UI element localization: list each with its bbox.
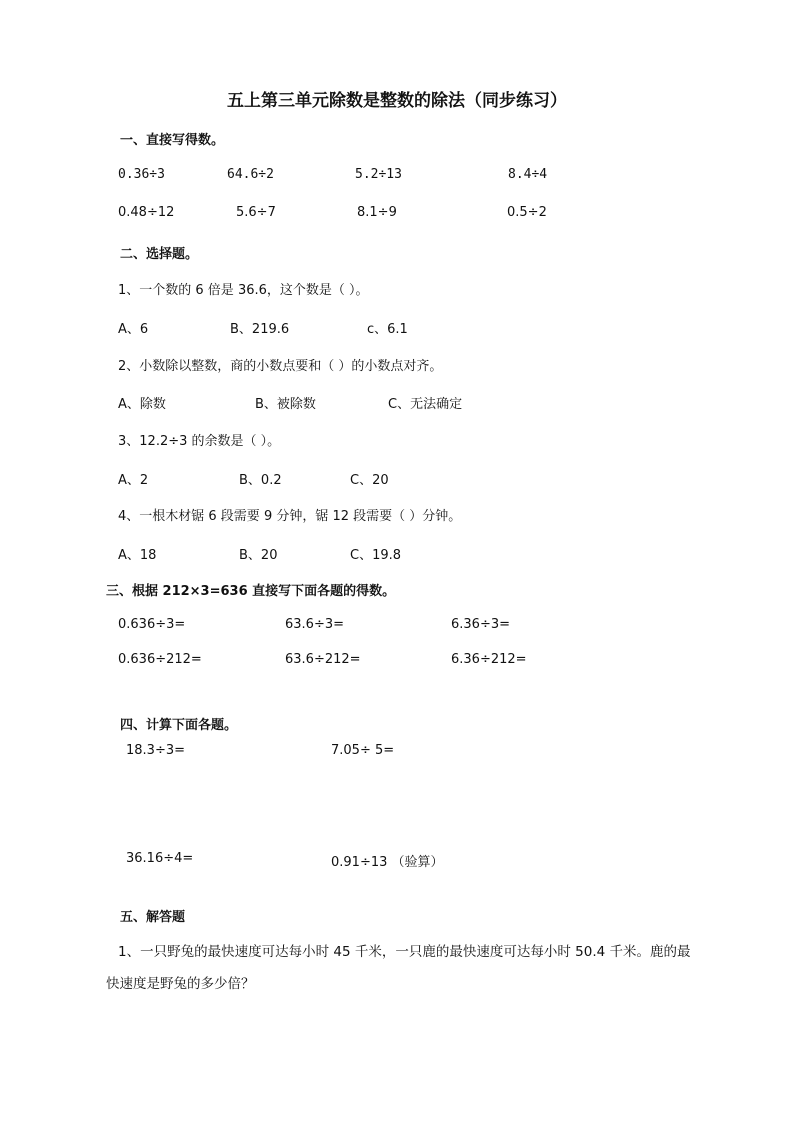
s4-item: 0.91÷13 （验算） [331, 855, 444, 870]
page-title: 五上第三单元除数是整数的除法（同步练习） [227, 91, 567, 111]
s4-item: 18.3÷3= [126, 743, 186, 758]
choice-option: B、0.2 [239, 473, 282, 488]
section-3-heading: 三、根据 212×3=636 直接写下面各题的得数。 [106, 584, 396, 599]
choice-option: C、20 [350, 473, 389, 488]
choice-option: A、6 [118, 322, 149, 337]
word-problem-line: 快速度是野兔的多少倍？ [106, 976, 255, 992]
question-stem: 4、一根木材锯 6 段需要 9 分钟，锯 12 段需要（ ）分钟。 [118, 509, 462, 524]
section-4-heading: 四、计算下面各题。 [120, 718, 238, 733]
s1-item: 5.2÷13 [355, 167, 402, 182]
choice-option: A、除数 [118, 397, 166, 412]
section-1-heading: 一、直接写得数。 [120, 133, 225, 148]
question-stem: 2、小数除以整数，商的小数点要和（ ）的小数点对齐。 [118, 359, 443, 374]
word-problem-line: 1、一只野兔的最快速度可达每小时 45 千米，一只鹿的最快速度可达每小时 50.4 千米。鹿的最 [118, 944, 691, 960]
s1-item: 0.36÷3 [118, 167, 165, 182]
choice-option: C、无法确定 [388, 397, 463, 412]
s3-item: 63.6÷3= [285, 617, 345, 632]
s1-item: 8.1÷9 [357, 205, 397, 220]
s3-item: 63.6÷212= [285, 652, 361, 667]
choice-option: A、18 [118, 548, 157, 563]
s1-item: 0.5÷2 [507, 205, 547, 220]
s4-item: 7.05÷ 5= [331, 743, 395, 758]
s3-item: 0.636÷212= [118, 652, 202, 667]
s3-item: 6.36÷3= [451, 617, 511, 632]
choice-option: B、219.6 [230, 322, 290, 337]
s1-item: 5.6÷7 [236, 205, 276, 220]
s3-item: 6.36÷212= [451, 652, 527, 667]
choice-option: B、20 [239, 548, 278, 563]
section-5-heading: 五、解答题 [120, 910, 186, 925]
s1-item: 8.4÷4 [508, 167, 548, 182]
s3-item: 0.636÷3= [118, 617, 186, 632]
choice-option: A、2 [118, 473, 149, 488]
s1-item: 0.48÷12 [118, 205, 175, 220]
choice-option: C、19.8 [350, 548, 402, 563]
section-2-heading: 二、选择题。 [120, 247, 199, 262]
question-stem: 1、一个数的 6 倍是 36.6，这个数是（ ）。 [118, 283, 369, 298]
choice-option: B、被除数 [255, 397, 316, 412]
question-stem: 3、12.2÷3 的余数是（ ）。 [118, 434, 281, 449]
s4-item: 36.16÷4= [126, 851, 194, 866]
choice-option: c、6.1 [367, 322, 408, 337]
s1-item: 64.6÷2 [227, 167, 274, 182]
